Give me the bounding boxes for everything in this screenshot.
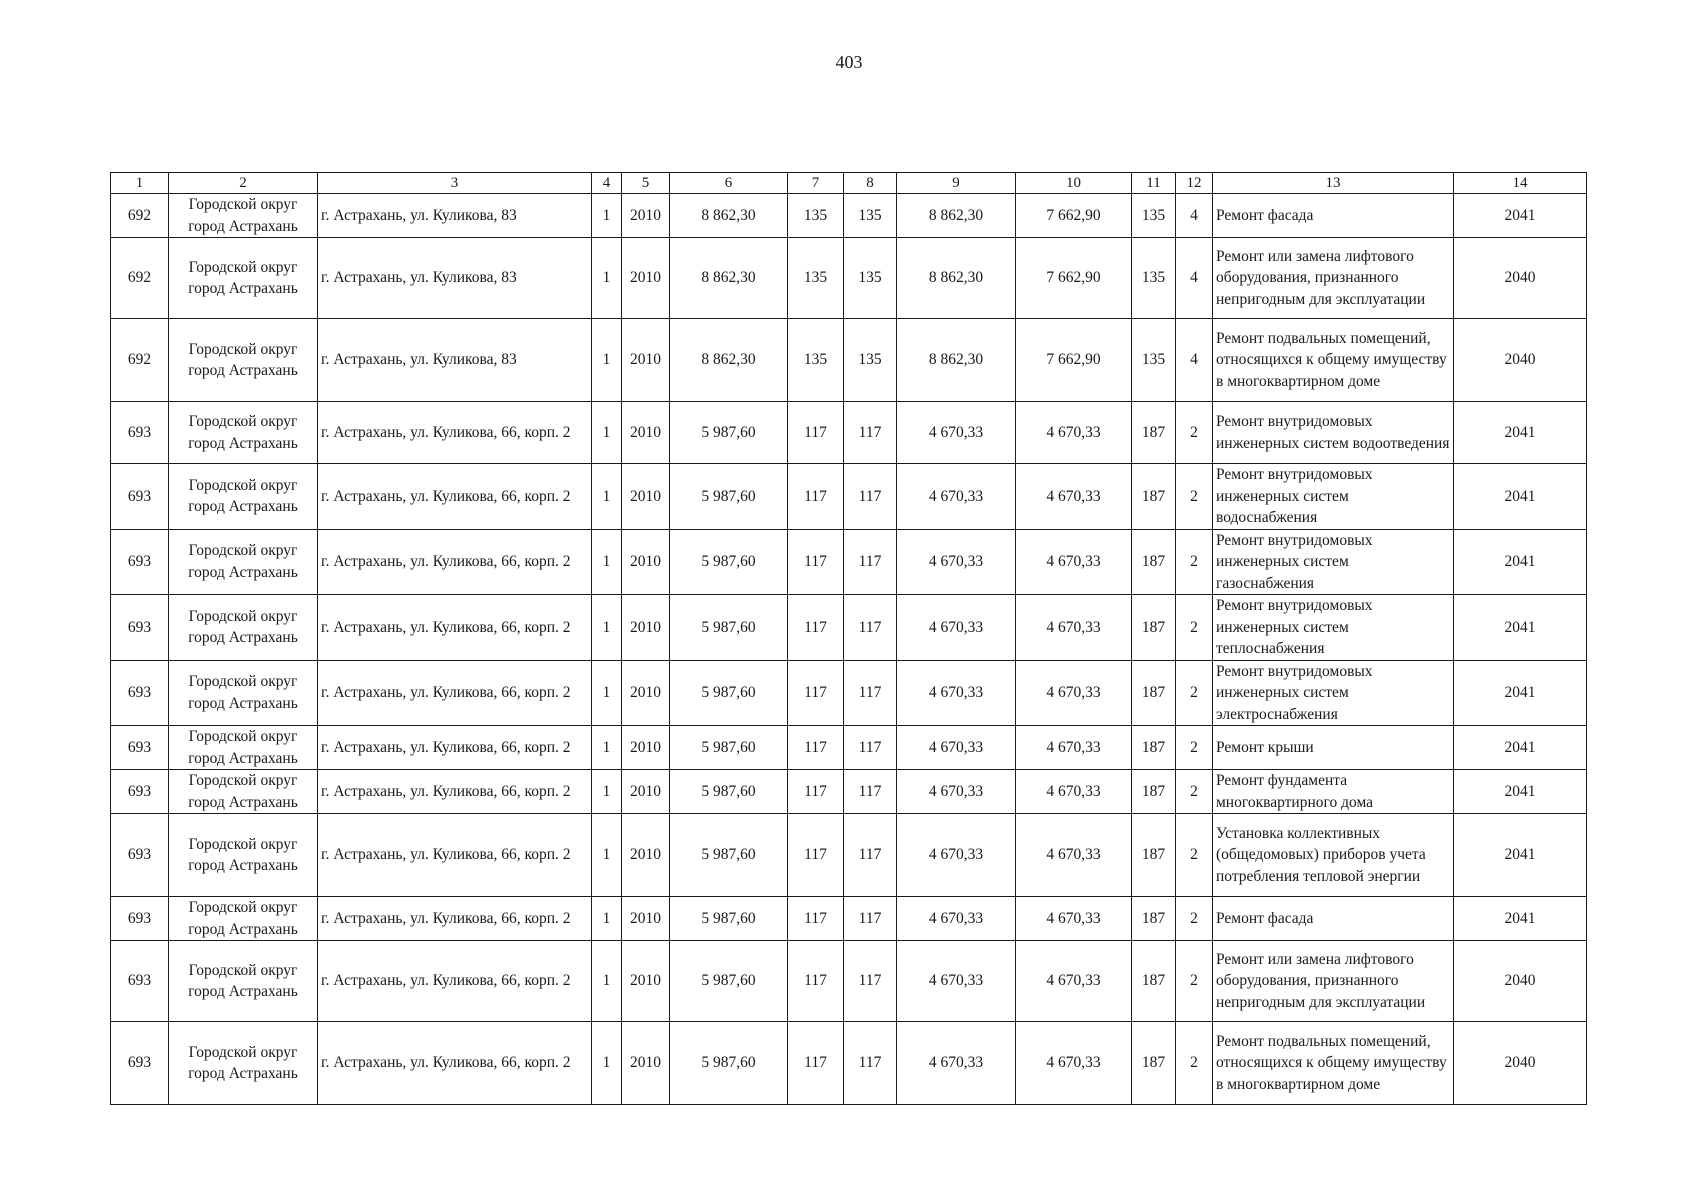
col9-cell: 4 670,33 (897, 897, 1016, 941)
table-row (111, 941, 1587, 1022)
row-number-cell: 693 (111, 595, 169, 661)
work-type-cell: Ремонт внутридомовых инженерных систем газоснабжения (1213, 529, 1454, 595)
col8-cell: 117 (844, 897, 897, 941)
table-row (111, 319, 1587, 402)
col8-cell: 117 (844, 726, 897, 770)
col7-cell: 135 (788, 238, 844, 319)
year-cell: 2010 (622, 402, 670, 464)
year-cell: 2010 (622, 726, 670, 770)
row-number-cell: 693 (111, 770, 169, 814)
address-cell: г. Астрахань, ул. Куликова, 66, корп. 2 (318, 402, 592, 464)
municipality-cell: Городской округ город Астрахань (169, 595, 318, 661)
col8-cell: 135 (844, 194, 897, 238)
column-header: 4 (592, 173, 622, 194)
municipality-cell: Городской округ город Астрахань (169, 238, 318, 319)
col4-cell: 1 (592, 194, 622, 238)
col10-cell: 7 662,90 (1016, 194, 1132, 238)
col11-cell: 187 (1132, 1022, 1176, 1105)
municipality-cell: Городской округ город Астрахань (169, 319, 318, 402)
col7-cell: 117 (788, 402, 844, 464)
planned-year-cell: 2041 (1454, 595, 1587, 661)
col10-cell: 4 670,33 (1016, 814, 1132, 897)
col8-cell: 117 (844, 402, 897, 464)
col10-cell: 4 670,33 (1016, 529, 1132, 595)
col6-cell: 5 987,60 (670, 941, 788, 1022)
col9-cell: 4 670,33 (897, 941, 1016, 1022)
col4-cell: 1 (592, 464, 622, 530)
col10-cell: 4 670,33 (1016, 595, 1132, 661)
col8-cell: 117 (844, 595, 897, 661)
col6-cell: 5 987,60 (670, 726, 788, 770)
col4-cell: 1 (592, 897, 622, 941)
col12-cell: 2 (1176, 770, 1213, 814)
row-number-cell: 693 (111, 402, 169, 464)
address-cell: г. Астрахань, ул. Куликова, 66, корп. 2 (318, 529, 592, 595)
col11-cell: 187 (1132, 941, 1176, 1022)
municipality-cell: Городской округ город Астрахань (169, 897, 318, 941)
address-cell: г. Астрахань, ул. Куликова, 66, корп. 2 (318, 464, 592, 530)
column-header: 11 (1132, 173, 1176, 194)
col6-cell: 5 987,60 (670, 897, 788, 941)
col6-cell: 5 987,60 (670, 814, 788, 897)
municipality-cell: Городской округ город Астрахань (169, 194, 318, 238)
column-header: 13 (1213, 173, 1454, 194)
row-number-cell: 693 (111, 941, 169, 1022)
work-type-cell: Ремонт фасада (1213, 897, 1454, 941)
col9-cell: 4 670,33 (897, 595, 1016, 661)
col9-cell: 8 862,30 (897, 194, 1016, 238)
col4-cell: 1 (592, 529, 622, 595)
work-type-cell: Ремонт подвальных помещений, относящихся к общему имуществу в многоквартирном доме (1213, 1022, 1454, 1105)
row-number-cell: 692 (111, 194, 169, 238)
col9-cell: 8 862,30 (897, 238, 1016, 319)
year-cell: 2010 (622, 595, 670, 661)
col6-cell: 5 987,60 (670, 770, 788, 814)
col9-cell: 4 670,33 (897, 529, 1016, 595)
col6-cell: 5 987,60 (670, 660, 788, 726)
col4-cell: 1 (592, 814, 622, 897)
col7-cell: 117 (788, 770, 844, 814)
col8-cell: 135 (844, 319, 897, 402)
year-cell: 2010 (622, 238, 670, 319)
col7-cell: 117 (788, 529, 844, 595)
col11-cell: 187 (1132, 726, 1176, 770)
col12-cell: 2 (1176, 941, 1213, 1022)
col6-cell: 5 987,60 (670, 529, 788, 595)
year-cell: 2010 (622, 319, 670, 402)
row-number-cell: 692 (111, 238, 169, 319)
col6-cell: 8 862,30 (670, 238, 788, 319)
column-header: 5 (622, 173, 670, 194)
col11-cell: 187 (1132, 529, 1176, 595)
col12-cell: 2 (1176, 402, 1213, 464)
table-row (111, 814, 1587, 897)
col7-cell: 135 (788, 194, 844, 238)
address-cell: г. Астрахань, ул. Куликова, 66, корп. 2 (318, 726, 592, 770)
col4-cell: 1 (592, 770, 622, 814)
municipality-cell: Городской округ город Астрахань (169, 726, 318, 770)
col11-cell: 187 (1132, 402, 1176, 464)
col7-cell: 117 (788, 814, 844, 897)
col11-cell: 135 (1132, 194, 1176, 238)
address-cell: г. Астрахань, ул. Куликова, 66, корп. 2 (318, 660, 592, 726)
work-type-cell: Ремонт фундамента многоквартирного дома (1213, 770, 1454, 814)
row-number-cell: 692 (111, 319, 169, 402)
col9-cell: 4 670,33 (897, 660, 1016, 726)
col12-cell: 4 (1176, 194, 1213, 238)
planned-year-cell: 2041 (1454, 814, 1587, 897)
year-cell: 2010 (622, 660, 670, 726)
col12-cell: 2 (1176, 1022, 1213, 1105)
page-number: 403 (835, 52, 863, 72)
planned-year-cell: 2041 (1454, 660, 1587, 726)
col10-cell: 4 670,33 (1016, 726, 1132, 770)
row-number-cell: 693 (111, 529, 169, 595)
col7-cell: 117 (788, 595, 844, 661)
col4-cell: 1 (592, 660, 622, 726)
table-row (111, 660, 1587, 726)
municipality-cell: Городской округ город Астрахань (169, 402, 318, 464)
column-number-row (111, 173, 1587, 194)
col7-cell: 117 (788, 941, 844, 1022)
col10-cell: 4 670,33 (1016, 402, 1132, 464)
column-header: 3 (318, 173, 592, 194)
row-number-cell: 693 (111, 897, 169, 941)
table-row (111, 194, 1587, 238)
col9-cell: 4 670,33 (897, 402, 1016, 464)
address-cell: г. Астрахань, ул. Куликова, 66, корп. 2 (318, 1022, 592, 1105)
work-type-cell: Ремонт внутридомовых инженерных систем теплоснабжения (1213, 595, 1454, 661)
address-cell: г. Астрахань, ул. Куликова, 66, корп. 2 (318, 897, 592, 941)
col8-cell: 117 (844, 1022, 897, 1105)
row-number-cell: 693 (111, 464, 169, 530)
address-cell: г. Астрахань, ул. Куликова, 66, корп. 2 (318, 941, 592, 1022)
col9-cell: 4 670,33 (897, 770, 1016, 814)
column-header: 9 (897, 173, 1016, 194)
row-number-cell: 693 (111, 814, 169, 897)
col11-cell: 187 (1132, 464, 1176, 530)
year-cell: 2010 (622, 194, 670, 238)
col10-cell: 4 670,33 (1016, 464, 1132, 530)
table-row (111, 402, 1587, 464)
col11-cell: 135 (1132, 319, 1176, 402)
address-cell: г. Астрахань, ул. Куликова, 66, корп. 2 (318, 770, 592, 814)
column-header: 6 (670, 173, 788, 194)
year-cell: 2010 (622, 1022, 670, 1105)
col11-cell: 187 (1132, 595, 1176, 661)
col10-cell: 4 670,33 (1016, 941, 1132, 1022)
col6-cell: 8 862,30 (670, 319, 788, 402)
col4-cell: 1 (592, 402, 622, 464)
table-row (111, 770, 1587, 814)
col12-cell: 2 (1176, 814, 1213, 897)
col10-cell: 7 662,90 (1016, 238, 1132, 319)
col11-cell: 187 (1132, 660, 1176, 726)
col6-cell: 8 862,30 (670, 194, 788, 238)
col12-cell: 4 (1176, 319, 1213, 402)
col10-cell: 4 670,33 (1016, 897, 1132, 941)
row-number-cell: 693 (111, 1022, 169, 1105)
col4-cell: 1 (592, 941, 622, 1022)
planned-year-cell: 2041 (1454, 897, 1587, 941)
year-cell: 2010 (622, 770, 670, 814)
col12-cell: 2 (1176, 897, 1213, 941)
municipality-cell: Городской округ город Астрахань (169, 1022, 318, 1105)
col12-cell: 4 (1176, 238, 1213, 319)
col12-cell: 2 (1176, 726, 1213, 770)
col9-cell: 4 670,33 (897, 1022, 1016, 1105)
work-type-cell: Ремонт крыши (1213, 726, 1454, 770)
table-row (111, 1022, 1587, 1105)
table-row (111, 529, 1587, 595)
planned-year-cell: 2041 (1454, 726, 1587, 770)
col8-cell: 117 (844, 529, 897, 595)
planned-year-cell: 2040 (1454, 319, 1587, 402)
planned-year-cell: 2041 (1454, 770, 1587, 814)
col9-cell: 8 862,30 (897, 319, 1016, 402)
column-header: 12 (1176, 173, 1213, 194)
col6-cell: 5 987,60 (670, 402, 788, 464)
col8-cell: 135 (844, 238, 897, 319)
col7-cell: 117 (788, 897, 844, 941)
col4-cell: 1 (592, 726, 622, 770)
col7-cell: 135 (788, 319, 844, 402)
col12-cell: 2 (1176, 464, 1213, 530)
planned-year-cell: 2041 (1454, 194, 1587, 238)
col7-cell: 117 (788, 660, 844, 726)
column-header: 10 (1016, 173, 1132, 194)
col4-cell: 1 (592, 1022, 622, 1105)
address-cell: г. Астрахань, ул. Куликова, 83 (318, 194, 592, 238)
column-header: 14 (1454, 173, 1587, 194)
col6-cell: 5 987,60 (670, 595, 788, 661)
planned-year-cell: 2041 (1454, 464, 1587, 530)
column-header: 1 (111, 173, 169, 194)
col12-cell: 2 (1176, 529, 1213, 595)
work-type-cell: Ремонт или замена лифтового оборудования, признанного непригодным для эксплуатации (1213, 238, 1454, 319)
col4-cell: 1 (592, 319, 622, 402)
planned-year-cell: 2040 (1454, 941, 1587, 1022)
col11-cell: 187 (1132, 897, 1176, 941)
col10-cell: 4 670,33 (1016, 1022, 1132, 1105)
col7-cell: 117 (788, 1022, 844, 1105)
col6-cell: 5 987,60 (670, 1022, 788, 1105)
col9-cell: 4 670,33 (897, 464, 1016, 530)
planned-year-cell: 2040 (1454, 1022, 1587, 1105)
work-type-cell: Ремонт внутридомовых инженерных систем водоснабжения (1213, 464, 1454, 530)
col11-cell: 135 (1132, 238, 1176, 319)
col9-cell: 4 670,33 (897, 814, 1016, 897)
table-row (111, 595, 1587, 661)
work-type-cell: Ремонт или замена лифтового оборудования, признанного непригодным для эксплуатации (1213, 941, 1454, 1022)
col8-cell: 117 (844, 770, 897, 814)
planned-year-cell: 2040 (1454, 238, 1587, 319)
column-header: 7 (788, 173, 844, 194)
municipality-cell: Городской округ город Астрахань (169, 941, 318, 1022)
year-cell: 2010 (622, 464, 670, 530)
year-cell: 2010 (622, 897, 670, 941)
table-row (111, 238, 1587, 319)
work-type-cell: Ремонт подвальных помещений, относящихся к общему имуществу в многоквартирном доме (1213, 319, 1454, 402)
address-cell: г. Астрахань, ул. Куликова, 66, корп. 2 (318, 595, 592, 661)
row-number-cell: 693 (111, 660, 169, 726)
table-row (111, 897, 1587, 941)
planned-year-cell: 2041 (1454, 402, 1587, 464)
address-cell: г. Астрахань, ул. Куликова, 83 (318, 319, 592, 402)
col11-cell: 187 (1132, 814, 1176, 897)
col12-cell: 2 (1176, 660, 1213, 726)
col8-cell: 117 (844, 464, 897, 530)
address-cell: г. Астрахань, ул. Куликова, 83 (318, 238, 592, 319)
work-type-cell: Ремонт фасада (1213, 194, 1454, 238)
municipality-cell: Городской округ город Астрахань (169, 529, 318, 595)
col7-cell: 117 (788, 726, 844, 770)
col4-cell: 1 (592, 238, 622, 319)
column-header: 2 (169, 173, 318, 194)
table-row (111, 464, 1587, 530)
col4-cell: 1 (592, 595, 622, 661)
work-type-cell: Установка коллективных (общедомовых) приборов учета потребления тепловой энергии (1213, 814, 1454, 897)
work-type-cell: Ремонт внутридомовых инженерных систем электроснабжения (1213, 660, 1454, 726)
repair-schedule-table (110, 172, 1587, 1105)
municipality-cell: Городской округ город Астрахань (169, 814, 318, 897)
year-cell: 2010 (622, 814, 670, 897)
col8-cell: 117 (844, 941, 897, 1022)
col8-cell: 117 (844, 814, 897, 897)
col10-cell: 7 662,90 (1016, 319, 1132, 402)
municipality-cell: Городской округ город Астрахань (169, 660, 318, 726)
table-row (111, 726, 1587, 770)
col11-cell: 187 (1132, 770, 1176, 814)
work-type-cell: Ремонт внутридомовых инженерных систем водоотведения (1213, 402, 1454, 464)
year-cell: 2010 (622, 941, 670, 1022)
municipality-cell: Городской округ город Астрахань (169, 770, 318, 814)
col8-cell: 117 (844, 660, 897, 726)
col10-cell: 4 670,33 (1016, 660, 1132, 726)
year-cell: 2010 (622, 529, 670, 595)
col6-cell: 5 987,60 (670, 464, 788, 530)
planned-year-cell: 2041 (1454, 529, 1587, 595)
address-cell: г. Астрахань, ул. Куликова, 66, корп. 2 (318, 814, 592, 897)
row-number-cell: 693 (111, 726, 169, 770)
municipality-cell: Городской округ город Астрахань (169, 464, 318, 530)
col9-cell: 4 670,33 (897, 726, 1016, 770)
col12-cell: 2 (1176, 595, 1213, 661)
column-header: 8 (844, 173, 897, 194)
col10-cell: 4 670,33 (1016, 770, 1132, 814)
col7-cell: 117 (788, 464, 844, 530)
